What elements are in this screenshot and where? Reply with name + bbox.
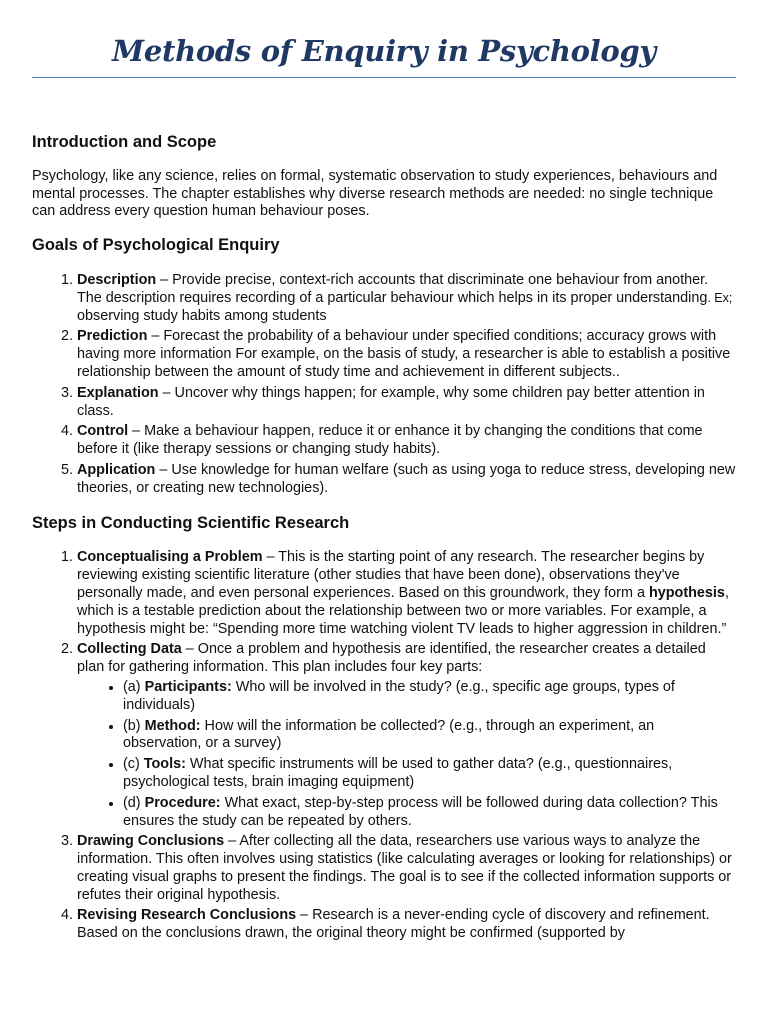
- part-text: What specific instruments will be used to gather data? (e.g., questionnaires, psychological tests, brain imaging equipment): [123, 756, 673, 790]
- goal-text: – Use knowledge for human welfare (such as using yoga to reduce stress, developing new theories, or creating new technologies).: [77, 461, 736, 496]
- part-text: Who will be involved in the study? (e.g., specific age groups, types of individuals): [123, 678, 675, 713]
- section-heading-steps: Steps in Conducting Scientific Research: [32, 513, 350, 532]
- list-item: [77, 907, 736, 943]
- goal-term: Control: [77, 423, 129, 440]
- title-divider: [32, 77, 736, 78]
- step-text: – Once a problem and hypothesis are identified, the researcher creates a detailed plan for gathering information. This plan includes four key parts:: [77, 641, 706, 676]
- part-term: Participants:: [144, 678, 232, 695]
- goal-term: Explanation: [77, 384, 159, 401]
- list-item: [123, 795, 736, 831]
- steps-list: [32, 549, 736, 943]
- list-item: [77, 272, 736, 325]
- goal-text: – Uncover why things happen; for example, why some children pay better attention in class.: [77, 384, 705, 419]
- part-term: Method:: [144, 717, 201, 734]
- list-item: [77, 462, 736, 498]
- goal-text: – Make a behaviour happen, reduce it or enhance it by changing the conditions that come before it (like therapy sessions or changing study habits).: [77, 423, 703, 458]
- goal-text: – Forecast the probability of a behaviour under specified conditions; accuracy grows with having more information For example, on the basis of study, a researcher is able to establish a positive relationship between the amount of study time and achievement in different subjects..: [77, 328, 731, 380]
- list-item: [77, 423, 736, 459]
- step-text: – This is the starting point of any research. The researcher begins by reviewing existing scientific literature (other studies that have been done), observations they've personally made, and even personal experiences. Based on this groundwork, they form a: [77, 549, 705, 601]
- list-item: [77, 385, 736, 421]
- part-text: What exact, step-by-step process will be followed during data collection? This ensures the study can be repeated by others.: [123, 794, 718, 829]
- list-item: [77, 549, 736, 638]
- goal-text-small: . Ex;: [707, 290, 733, 305]
- step-term: Conceptualising a Problem: [77, 549, 263, 566]
- part-prefix: (c): [123, 756, 144, 773]
- goal-text-tail: observing study habits among students: [77, 307, 327, 324]
- list-item: [123, 756, 736, 792]
- data-collection-parts: [77, 679, 736, 830]
- list-item: [77, 833, 736, 904]
- step-term-hypothesis: hypothesis: [648, 584, 725, 601]
- section-heading-goals: Goals of Psychological Enquiry: [32, 236, 280, 255]
- goal-term: Prediction: [77, 328, 148, 345]
- document-body: [32, 134, 736, 946]
- part-term: Tools:: [143, 756, 186, 773]
- goal-text: – Provide precise, context-rich accounts that discriminate one behaviour from another. The description requires recording of a particular behaviour which helps in its proper understanding: [77, 271, 709, 306]
- step-term: Revising Research Conclusions: [77, 907, 297, 924]
- goal-term: Description: [77, 271, 157, 288]
- list-item: [123, 679, 736, 715]
- goals-list: [32, 272, 736, 498]
- intro-paragraph: Psychology, like any science, relies on formal, systematic observation to study experiences, behaviours and mental processes. The chapter establishes why diverse research methods are needed: no single technique can address every question human behaviour poses.: [32, 167, 718, 220]
- part-prefix: (b): [123, 717, 145, 734]
- page-title: Methods of Enquiry in Psychology: [112, 34, 656, 68]
- step-term: Collecting Data: [77, 641, 182, 658]
- section-heading-intro: Introduction and Scope: [32, 133, 217, 151]
- list-item: [77, 328, 736, 381]
- part-prefix: (d): [123, 794, 145, 811]
- part-text: How will the information be collected? (e.g., through an experiment, an observation, or a survey): [123, 717, 655, 752]
- step-text: , which is a testable prediction about the relationship between two or more variables. For example, a hypothesis might be: “Spending more time watching violent TV leads to higher aggression in children.”: [77, 584, 729, 637]
- list-item: [123, 718, 736, 754]
- step-text: – After collecting all the data, researchers use various ways to analyze the information. This often involves using statistics (like calculating averages or looking for relationships) or creating visual graphs to present the findings. The goal is to see if the collected information supports or refutes their original hypothesis.: [77, 833, 732, 903]
- goal-term: Application: [77, 461, 156, 478]
- part-prefix: (a): [123, 678, 145, 695]
- step-text: – Research is a never-ending cycle of discovery and refinement. Based on the conclusions drawn, the original theory might be confirmed (supported by: [77, 907, 710, 942]
- part-term: Procedure:: [144, 794, 221, 811]
- step-term: Drawing Conclusions: [77, 833, 225, 850]
- list-item: [77, 641, 736, 830]
